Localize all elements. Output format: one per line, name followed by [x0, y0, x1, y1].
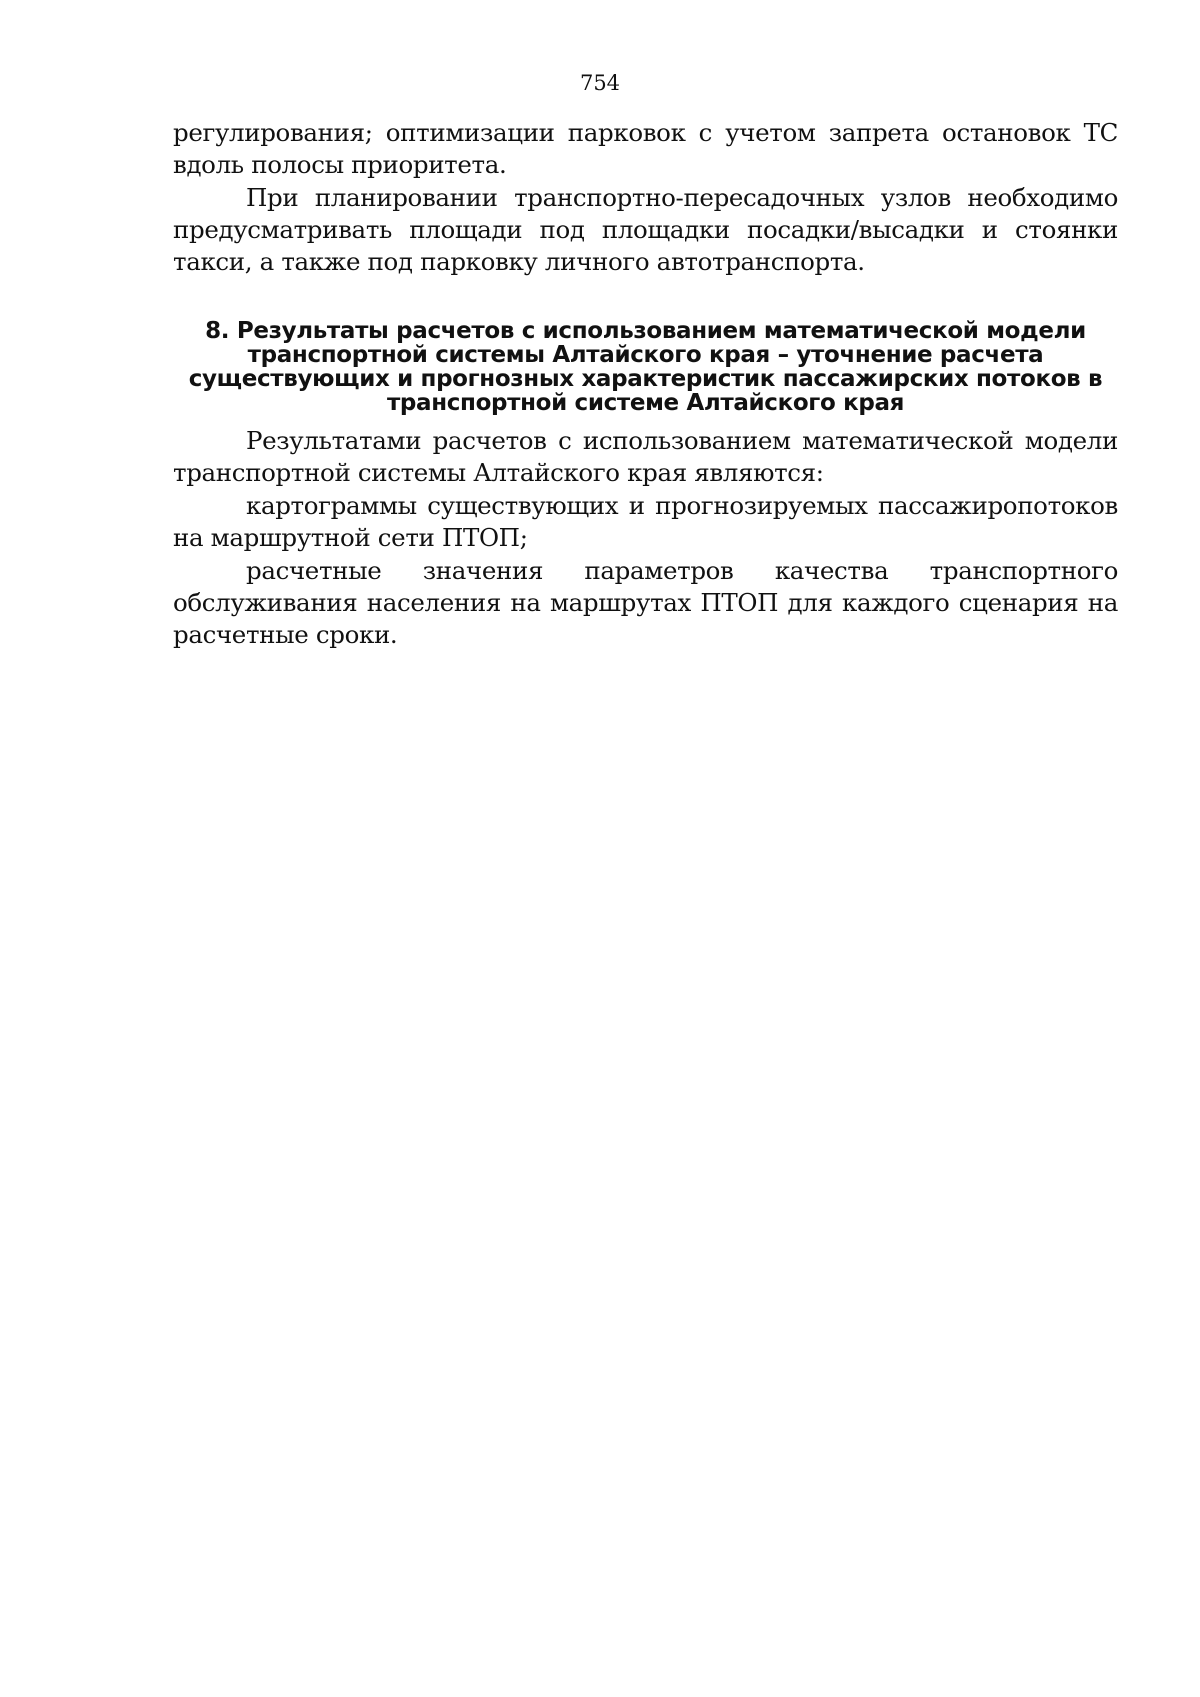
paragraph-cartograms: [173, 490, 1118, 554]
paragraph-continuation: [173, 117, 1118, 181]
paragraph-text: При планировании транспортно-пересадочных узлов необходимо предусматривать площади под площадки посадки/высадки и стоянки такси, а также под парковку личного автотранспорта.: [173, 183, 1118, 276]
page-number: 754: [579, 71, 621, 95]
paragraph-text: расчетные значения параметров качества транспортного обслуживания населения на маршрутах ПТОП для каждого сценария на расчетные сроки.: [173, 556, 1118, 649]
paragraph-text: Результатами расчетов с использованием математической модели транспортной системы Алтайского края являются:: [173, 426, 1118, 487]
paragraph-calculated-values: [173, 555, 1118, 651]
paragraph-text: регулирования; оптимизации парковок с учетом запрета остановок ТС вдоль полосы приоритета.: [173, 118, 1118, 179]
paragraph-text: картограммы существующих и прогнозируемых пассажиропотоков на маршрутной сети ПТОП;: [173, 491, 1118, 552]
paragraph-taxi-planning: [173, 182, 1118, 278]
section-heading: 8. Результаты расчетов с использованием математической модели транспортной системы Алтайского края – уточнение расчета существующих и прогнозных характеристик пассажирских потоков в транспортной системе Алтайского края: [188, 318, 1103, 417]
paragraph-results-intro: [173, 425, 1118, 489]
